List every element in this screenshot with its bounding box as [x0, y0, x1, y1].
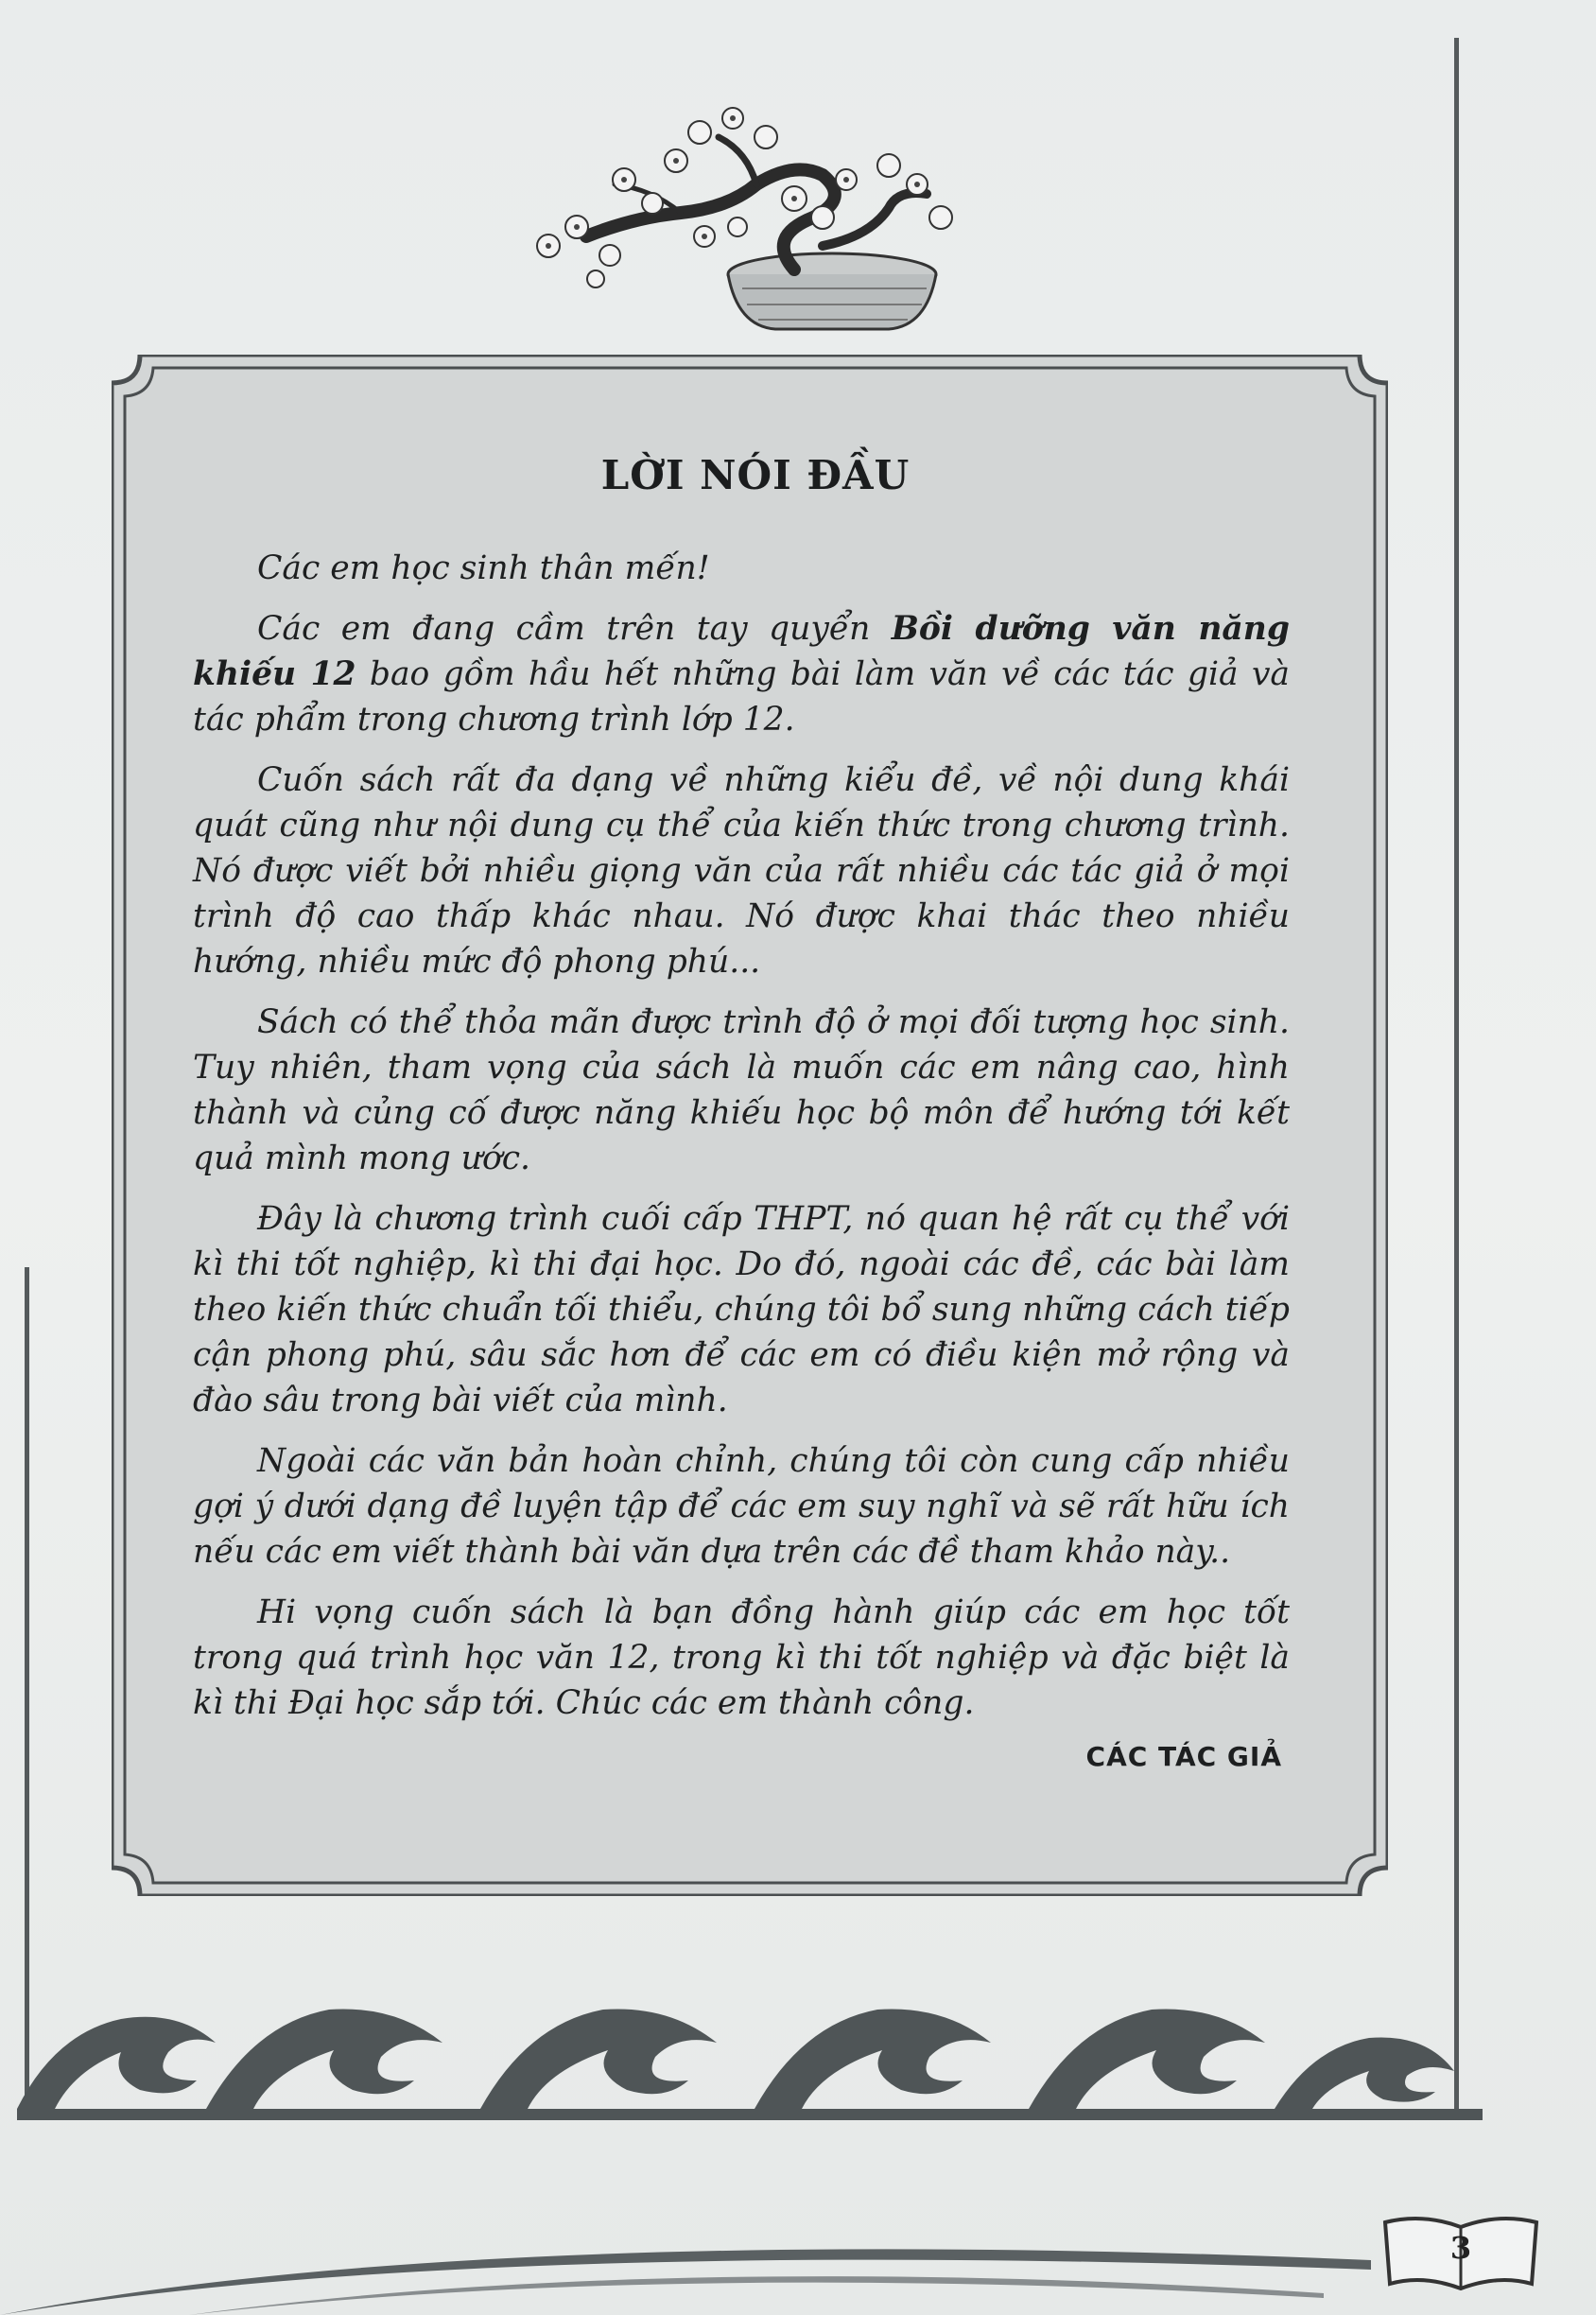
paragraph-program: Đây là chương trình cuối cấp THPT, nó quan hệ rất cụ thể với kì thi tốt nghiệp, kì thi đại học. Do đó, ngoài các đề, các bài làm theo kiến thức chuẩn tối thiểu, chúng tôi bổ sung những cách tiếp cận phong phú, sâu sắc hơn để các em có điều kiện mở rộng và đào sâu trong bài viết của mình. — [193, 1200, 1290, 1419]
page-number: 3 — [1449, 2230, 1472, 2266]
page-title: LỜI NÓI ĐẦU — [600, 452, 911, 498]
wave-decoration — [17, 1967, 1483, 2128]
paragraph-intro — [193, 606, 1290, 742]
signature: CÁC TÁC GIẢ — [1085, 1741, 1282, 1772]
preface-content — [193, 452, 1290, 1772]
paragraph-closing: Hi vọng cuốn sách là bạn đồng hành giúp các em học tốt trong quá trình học văn 12, trong kì thi tốt nghiệp và đặc biệt là kì thi Đại học sắp tới. Chúc các em thành công. — [193, 1593, 1290, 1722]
intro-text-end: bao gồm hầu hết những bài làm văn về các tác giả và tác phẩm trong chương trình lớp 12. — [193, 655, 1290, 739]
paragraph-greeting: Các em học sinh thân mến! — [257, 549, 710, 587]
book-title: Bồi dưỡng văn năng khiếu 12 — [193, 610, 1290, 693]
bottom-swoosh-decoration — [0, 2203, 1371, 2315]
paragraph-content: Cuốn sách rất đa dạng về những kiểu đề, về nội dung khái quát cũng như nội dung cụ thể của kiến thức trong chương trình. Nó được viết bởi nhiều giọng văn của rất nhiều các tác giả ở mọi trình độ cao thấp khác nhau. Nó được khai thác theo nhiều hướng, nhiều mức độ phong phú... — [193, 761, 1290, 981]
bonsai-illustration — [511, 95, 964, 340]
paragraph-aim: Sách có thể thỏa mãn được trình độ ở mọi đối tượng học sinh. Tuy nhiên, tham vọng của sách là muốn các em nâng cao, hình thành và củng cố được năng khiếu học bộ môn để hướng tới kết quả mình mong ước. — [193, 1003, 1290, 1177]
intro-text-start: Các em đang cầm trên tay quyển — [257, 610, 892, 648]
paragraph-exercises: Ngoài các văn bản hoàn chỉnh, chúng tôi còn cung cấp nhiều gợi ý dưới dạng đề luyện tập để các em suy nghĩ và sẽ rất hữu ích nếu các em viết thành bài văn dựa trên các đề tham khảo này.. — [193, 1442, 1290, 1571]
right-margin-rule — [1454, 38, 1459, 2118]
